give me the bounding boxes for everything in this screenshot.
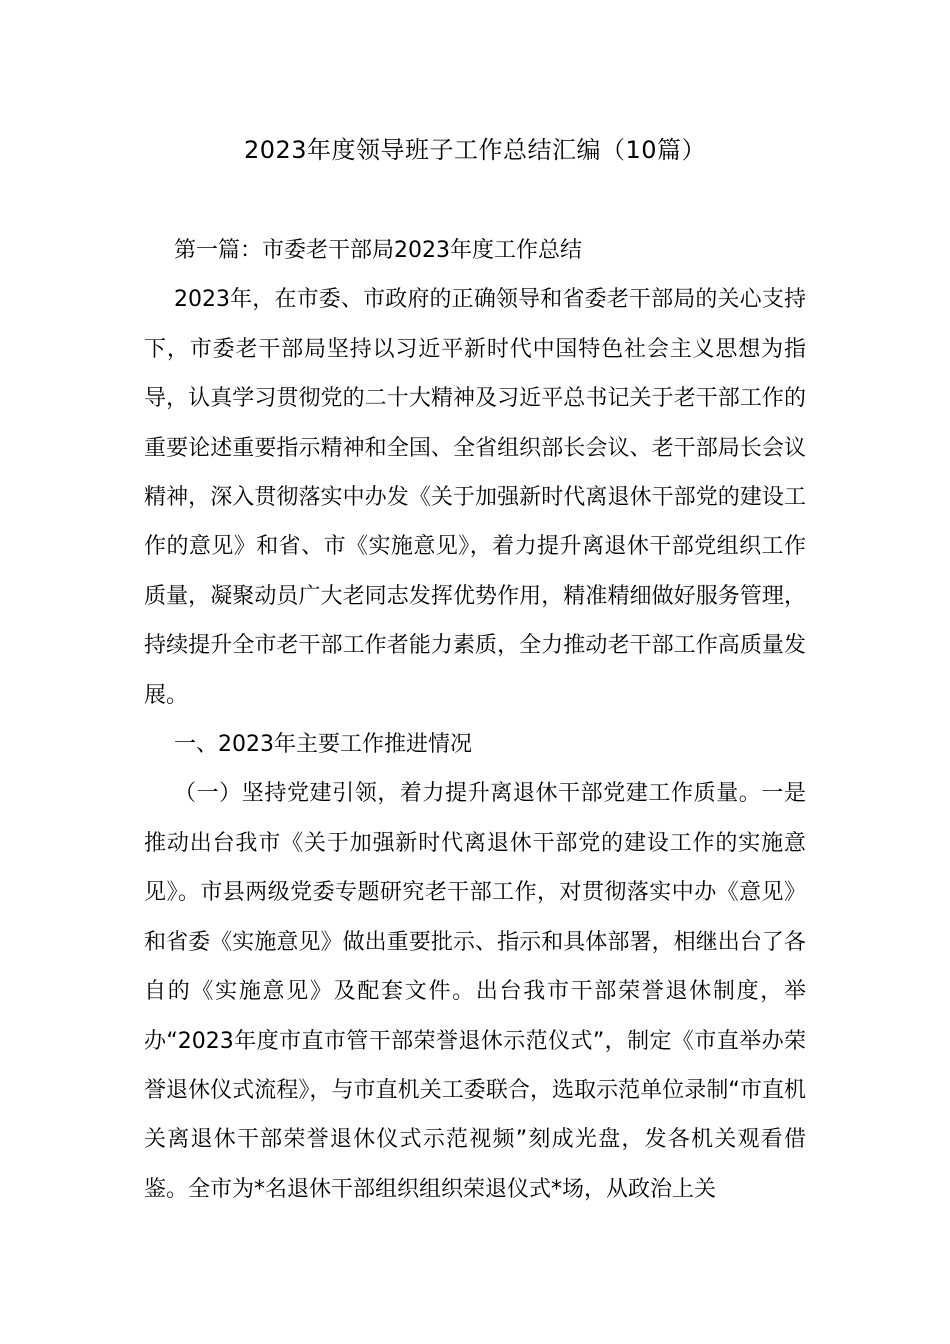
section-heading: 一、2023年主要工作推进情况: [174, 732, 472, 758]
body-paragraph: 2023年，在市委、市政府的正确领导和省委老干部局的关心支持下，市委老干部局坚持以习近平新时代中国特色社会主义思想为指导，认真学习贯彻党的二十大精神及习近平总书记关于老干部工作的重要论述重要指示精神和全国、全省组织部长会议、老干部局长会议精神，深入贯彻落实中办发《关于加强新时代离退休干部党的建设工作的意见》和省、市《实施意见》，着力提升离退休干部党组织工作质量，凝聚动员广大老同志发挥优势作用，精准精细做好服务管理，持续提升全市老干部工作者能力素质，全力推动老干部工作高质量发展。: [144, 287, 806, 708]
body-paragraph: （一）坚持党建引领，着力提升离退休干部党建工作质量。一是推动出台我市《关于加强新时代离退休干部党的建设工作的实施意见》。市县两级党委专题研究老干部工作，对贯彻落实中办《意见》和省委《实施意见》做出重要批示、指示和具体部署，相继出台了各自的《实施意见》及配套文件。出台我市干部荣誉退休制度，举办“2023年度市直市管干部荣誉退休示范仪式”，制定《市直举办荣誉退休仪式流程》，与市直机关工委联合，选取示范单位录制“市直机关离退休干部荣誉退休仪式示范视频”刻成光盘，发各机关观看借鉴。全市为*名退休干部组织组织荣退仪式*场，从政治上关: [144, 781, 806, 1202]
document-title: 2023年度领导班子工作总结汇编（10篇）: [243, 136, 707, 164]
document-body: [144, 226, 806, 1214]
chapter-heading: 第一篇：市委老干部局2023年度工作总结: [174, 238, 582, 263]
